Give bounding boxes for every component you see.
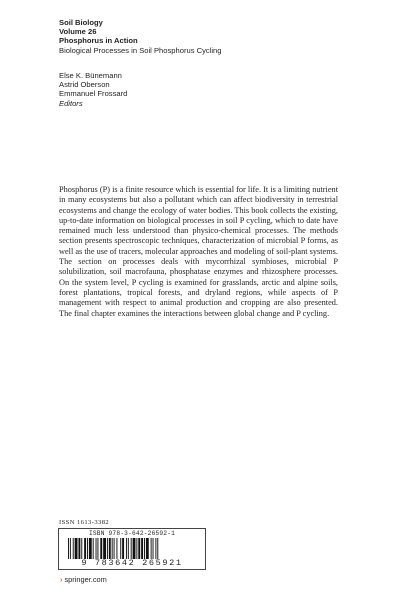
- series-info: [59, 18, 222, 55]
- editors-role: Editors: [59, 98, 83, 108]
- editor-name: Else K. Bünemann: [59, 71, 122, 80]
- barcode-icon: [68, 538, 198, 559]
- book-description: Phosphorus (P) is a finite resource which is essential for life. It is a limiting nutrient in many ecosystems but also a pollutant which can affect biodiversity in terrestrial ecosystems and change the ecology of water bodies. This book collects the existing, up-to-date information on biological processes in soil P cycling, which to date have remained much less understood than physico-chemical processes. The methods section presents spectroscopic techniques, characterization of microbial P forms, as well as the use of tracers, molecular approaches and modeling of soil-plant systems. The section on processes deals with mycorrhizal symbioses, microbial P solubilization, soil macrofauna, phosphatase enzymes and rhizosphere processes. On the system level, P cycling is examined for grasslands, arctic and alpine soils, forest plantations, tropical forests, and dryland regions, while aspects of P management with respect to animal production and cropping are also presented. The final chapter examines the interactions between global change and P cycling.: [59, 185, 338, 318]
- chevron-right-icon: ›: [60, 575, 63, 584]
- editor-name: Astrid Oberson: [59, 80, 110, 90]
- isbn-barcode: [58, 528, 206, 570]
- volume-number: Volume 26: [59, 27, 97, 37]
- publisher-url: springer.com: [64, 575, 107, 584]
- issn-number: ISSN 1613-3382: [59, 519, 110, 526]
- series-name: Soil Biology: [59, 18, 103, 27]
- isbn-text: ISBN 978-3-642-26592-1: [88, 530, 176, 537]
- editor-name: Emmanuel Frossard: [59, 89, 128, 99]
- editors-block: [59, 71, 127, 108]
- publisher-link[interactable]: [60, 575, 107, 584]
- book-title: Phosphorus in Action: [59, 36, 138, 46]
- barcode-digits: 9 783642 265921: [81, 558, 183, 568]
- book-subtitle: Biological Processes in Soil Phosphorus Cycling: [59, 45, 222, 55]
